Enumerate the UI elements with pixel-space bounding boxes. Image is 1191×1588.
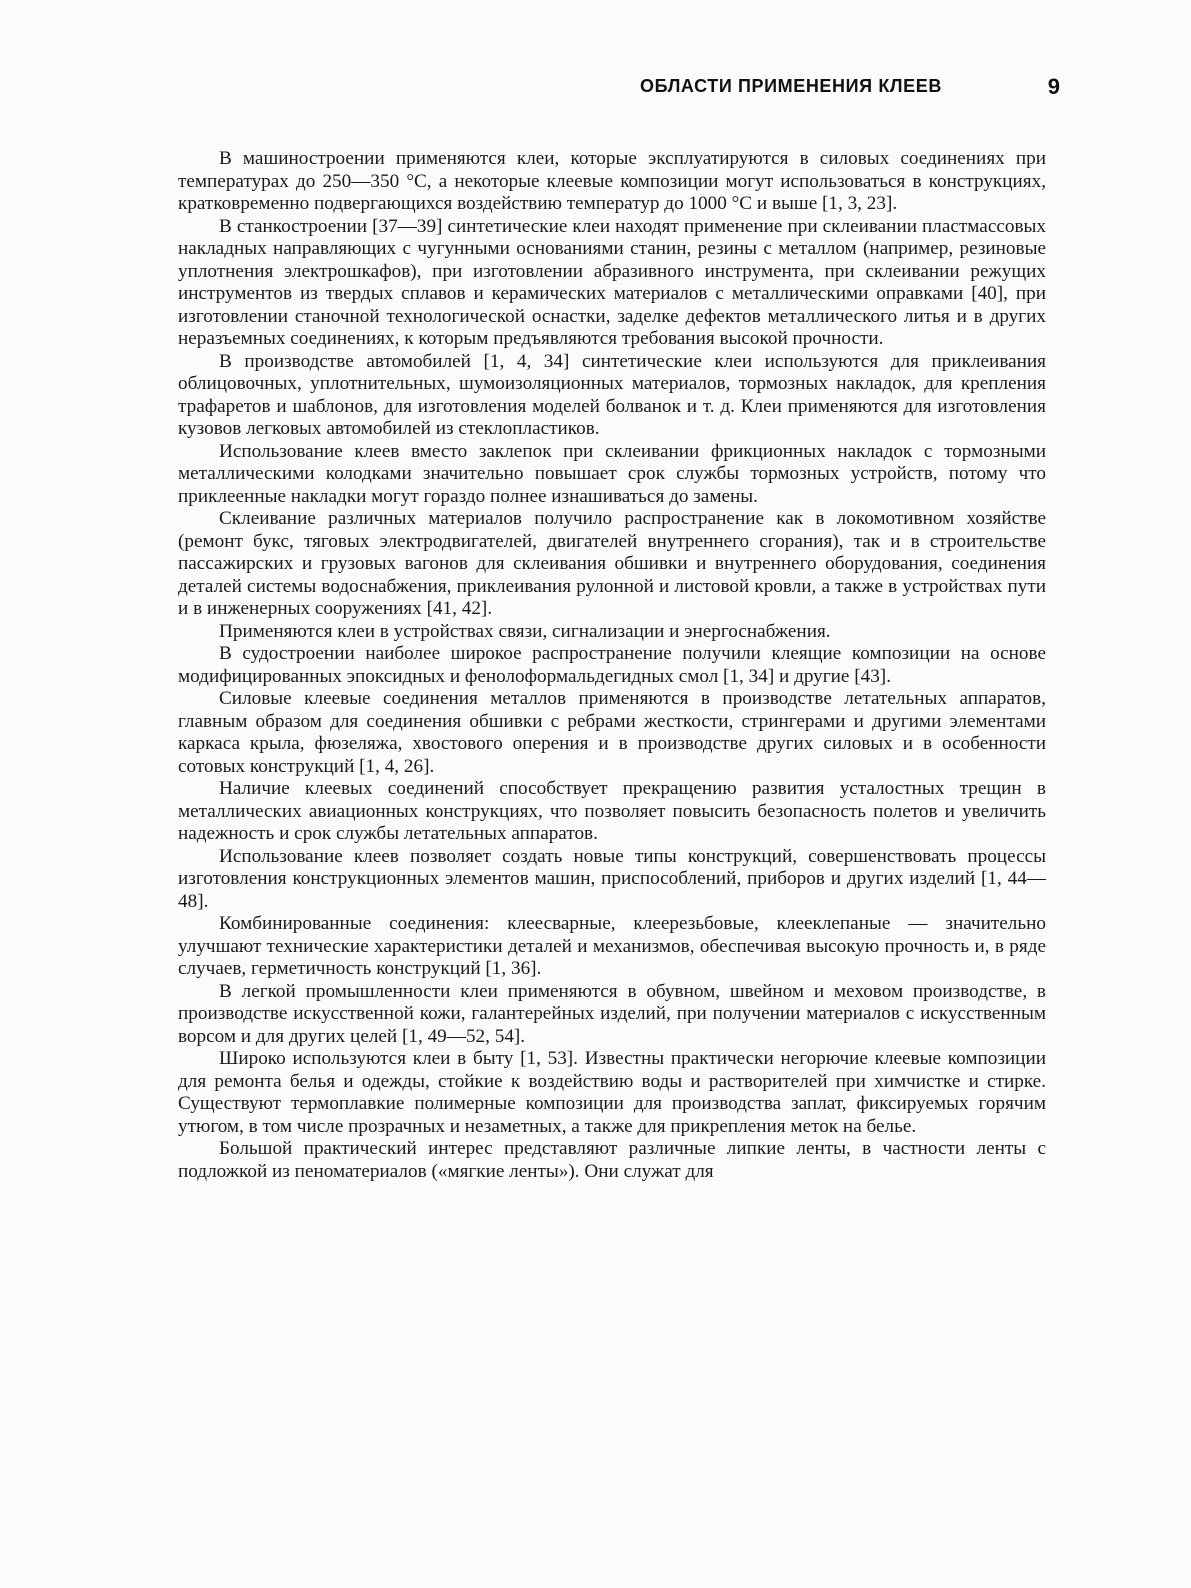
paragraph-shipbuilding: В судостроении наиболее широкое распространение получили клеящие композиции на основе модифицированных эпоксидных и фенолоформальдегидных смол [1, 34] и другие [43]. [178,643,1046,687]
paragraph-household: Широко используются клеи в быту [1, 53]. Известны практически негорючие клеевые композиции для ремонта белья и одежды, стойкие к воздействию воды и растворителей при химчистке и стирке. Существуют термоплавкие полимерные композиции для производства заплат, фиксируемых горячим утюгом, в том числе прозрачных и незаметных, а также для прикрепления меток на белье. [178,1048,1046,1137]
paragraph-light-industry: В легкой промышленности клеи применяются в обувном, швейном и меховом производстве, в производстве искусственной кожи, галантерейных изделий, при получении материалов с искусственным ворсом и для других целей [1, 49—52, 54]. [178,980,1046,1047]
paragraph-brake-linings: Использование клеев вместо заклепок при склеивании фрикционных накладок с тормозными металлическими колодками значительно повышает срок службы тормозных устройств, потому что приклеенные накладки могут гораздо полнее изнашиваться до замены. [178,440,1046,507]
paragraph-fatigue-cracks: Наличие клеевых соединений способствует прекращению развития усталостных трещин в металлических авиационных конструкциях, что позволяет повысить безопасность полетов и увеличить надежность и срок службы летательных аппаратов. [178,778,1046,844]
paragraph-communications: Применяются клеи в устройствах связи, сигнализации и энергоснабжения. [219,620,831,642]
paragraph-railway: Склеивание различных материалов получило распространение как в локомотивном хозяйстве (ремонт букс, тяговых электродвигателей, двигателей внутреннего сгорания), так и в строительстве пассажирских и грузовых вагонов для склеивания обшивки и внутреннего оборудования, соединения деталей системы водоснабжения, приклеивания рулонной и листовой кровли, а также в устройствах пути и в инженерных сооружениях [41, 42]. [178,508,1046,619]
paragraph-aircraft: Силовые клеевые соединения металлов применяются в производстве летательных аппаратов, главным образом для соединения обшивки с ребрами жесткости, стрингерами и другими элементами каркаса крыла, фюзеляжа, хвостового оперения и в производстве других силовых и в особенности сотовых конструкций [1, 4, 26]. [178,688,1046,777]
paragraph-machine-tools: В станкостроении [37—39] синтетические клеи находят применение при склеивании пластмассовых накладных направляющих с чугунными основаниями станин, резины с металлом (например, резиновые уплотнения электрошкафов), при изготовлении абразивного инструмента, при склеивании режущих инструментов из твердых сплавов и керамических материалов с металлическими оправками [40], при изготовлении станочной технологической оснастки, заделке дефектов металлического литья и в других неразъемных соединениях, к которым предъявляются требования высокой прочности. [178,215,1046,349]
paragraph-combined-joints: Комбинированные соединения: клеесварные, клеерезьбовые, клееклепаные — значительно улучшают технические характеристики деталей и механизмов, обеспечивая высокую прочность и, в ряде случаев, герметичность конструкций [1, 36]. [178,913,1046,979]
paragraph-adhesive-tapes: Большой практический интерес представляют различные липкие ленты, в частности ленты с подложкой из пеноматериалов («мягкие ленты»). Они служат для [178,1138,1046,1182]
paragraph-automotive: В производстве автомобилей [1, 4, 34] синтетические клеи используются для приклеивания облицовочных, уплотнительных, шумоизоляционных материалов, тормозных накладок, для крепления трафаретов и шаблонов, для изготовления моделей болванок и т. д. Клеи применяются для изготовления кузовов легковых автомобилей из стеклопластиков. [178,350,1046,439]
page-number: 9 [1047,74,1060,99]
paragraph-machine-building: В машиностроении применяются клеи, которые эксплуатируются в силовых соединениях при температурах до 250—350 °С, а некоторые клеевые композиции могут использоваться в конструкциях, кратковременно подвергающихся воздействию температур до 1000 °С и выше [1, 3, 23]. [178,148,1046,214]
body-text [178,148,1046,1183]
running-title: ОБЛАСТИ ПРИМЕНЕНИЯ КЛЕЕВ [640,76,942,96]
running-header [640,76,1060,106]
paragraph-new-designs: Использование клеев позволяет создать новые типы конструкций, совершенствовать процессы изготовления конструкционных элементов машин, приспособлений, приборов и других изделий [1, 44—48]. [178,845,1046,912]
